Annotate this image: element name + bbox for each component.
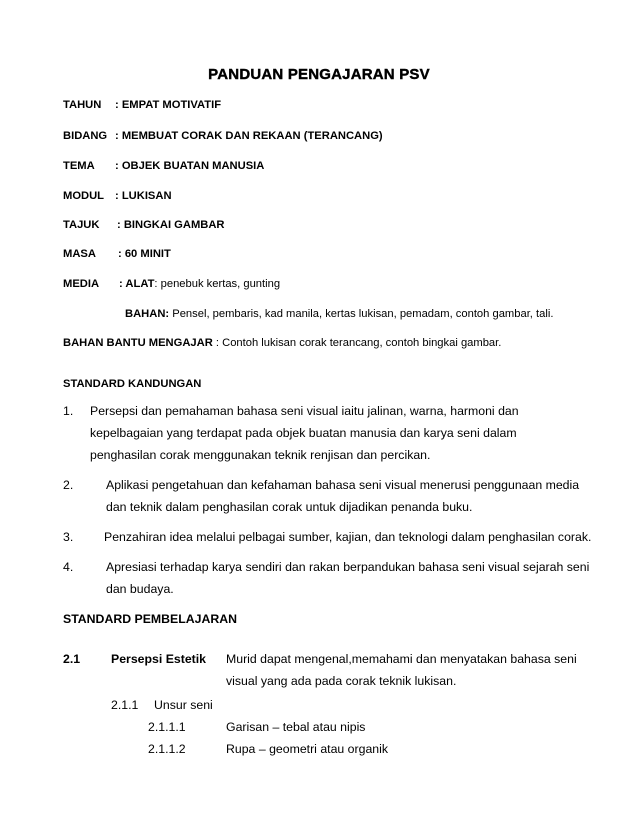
- field-label: TAJUK: [63, 219, 100, 231]
- field-label: TAHUN: [63, 99, 102, 111]
- sk-item-1-line-3: penghasilan corak menggunakan teknik renjisan dan percikan.: [90, 448, 431, 462]
- field-modul: [63, 190, 172, 202]
- standard-pembelajaran-heading: STANDARD PEMBELAJARAN: [63, 612, 237, 626]
- document-title: PANDUAN PENGAJARAN PSV: [208, 66, 430, 83]
- sk-item-number: 1.: [63, 404, 74, 418]
- bbm-label: BAHAN BANTU MENGAJAR: [63, 337, 213, 349]
- sk-item-4-line-1: Apresiasi terhadap karya sendiri dan rakan berpandukan bahasa seni visual sejarah seni: [106, 560, 590, 574]
- sp-item-title: Persepsi Estetik: [111, 652, 207, 666]
- field-tahun: [63, 99, 221, 111]
- sk-item-1-line-1: Persepsi dan pemahaman bahasa seni visual iaitu jalinan, warna, harmoni dan: [90, 404, 519, 418]
- sk-item-1-line-2: kepelbagaian yang terdapat pada objek buatan manusia dan karya seni dalam: [90, 426, 517, 440]
- sk-item-4-line-2: dan budaya.: [106, 582, 174, 596]
- sp-sub-number: 2.1.1: [111, 698, 139, 712]
- field-value: : 60 MINIT: [118, 248, 171, 260]
- sk-item-2: [63, 478, 73, 492]
- sk-item-number: 2.: [63, 478, 74, 492]
- field-media: [63, 278, 280, 290]
- field-bahan: [125, 308, 553, 320]
- field-tema: [63, 160, 264, 172]
- field-masa: [63, 248, 171, 260]
- sk-item-4: [63, 560, 73, 574]
- sp-subsub-text: Rupa – geometri atau organik: [226, 742, 389, 756]
- field-value: : OBJEK BUATAN MANUSIA: [115, 160, 265, 172]
- bbm-value: : Contoh lukisan corak terancang, contoh bingkai gambar.: [212, 337, 502, 349]
- field-label: MASA: [63, 248, 96, 260]
- field-label: MEDIA: [63, 278, 100, 290]
- field-value: : MEMBUAT CORAK DAN REKAAN (TERANCANG): [115, 130, 383, 142]
- sk-item-2-line-2: dan teknik dalam penghasilan corak untuk dijadikan penanda buku.: [106, 500, 473, 514]
- bahan-label: BAHAN:: [125, 308, 170, 320]
- field-bidang: [63, 130, 383, 142]
- field-label: BIDANG: [63, 130, 108, 142]
- field-label: TEMA: [63, 160, 95, 172]
- field-label: MODUL: [63, 190, 105, 202]
- sp-item-desc-line-1: Murid dapat mengenal,memahami dan menyatakan bahasa seni: [226, 652, 577, 666]
- sp-subsub-number: 2.1.1.2: [148, 742, 186, 756]
- bahan-value: Pensel, pembaris, kad manila, kertas lukisan, pemadam, contoh gambar, tali.: [169, 308, 554, 320]
- field-value: : LUKISAN: [115, 190, 172, 202]
- sk-item-number: 3.: [63, 530, 74, 544]
- standard-kandungan-heading: STANDARD KANDUNGAN: [63, 378, 202, 390]
- alat-value: : penebuk kertas, gunting: [154, 278, 281, 290]
- sk-item-3: [63, 530, 73, 544]
- sk-item-1: [63, 404, 73, 418]
- field-bbm: [63, 337, 501, 349]
- sp-item-desc-line-2: visual yang ada pada corak teknik lukisan.: [226, 674, 457, 688]
- sp-sub-title: Unsur seni: [154, 698, 213, 712]
- sp-subsub-number: 2.1.1.1: [148, 720, 186, 734]
- field-tajuk: [63, 219, 225, 231]
- sk-item-3-line-1: Penzahiran idea melalui pelbagai sumber, kajian, dan teknologi dalam penghasilan corak.: [104, 530, 592, 544]
- sk-item-2-line-1: Aplikasi pengetahuan dan kefahaman bahasa seni visual menerusi penggunaan media: [106, 478, 580, 492]
- sp-item-number: 2.1: [63, 652, 81, 666]
- sk-item-number: 4.: [63, 560, 74, 574]
- field-value: : EMPAT MOTIVATIF: [115, 99, 222, 111]
- field-value: : BINGKAI GAMBAR: [117, 219, 225, 231]
- alat-label: : ALAT: [119, 278, 155, 290]
- sp-subsub-text: Garisan – tebal atau nipis: [226, 720, 366, 734]
